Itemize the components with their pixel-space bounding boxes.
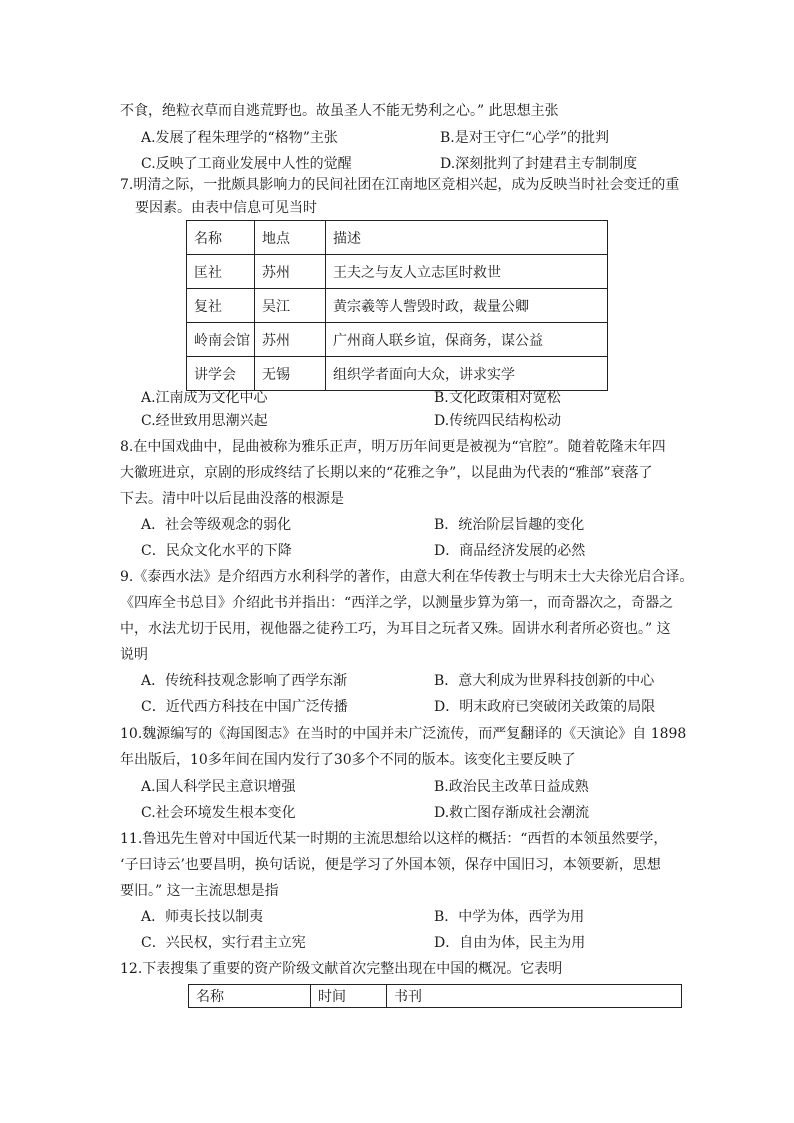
q7-stem-line1: 7.明清之际，一批颇具影响力的民间社团在江南地区竞相兴起，成为反映当时社会变迁的重 [120, 177, 680, 193]
q9-option-a: A．传统科技观念影响了西学东渐 [141, 673, 348, 689]
q8-stem-line2: 大徽班进京，京剧的形成终结了长期以来的“花雅之争”，以昆曲为代表的“雅部”衰落了 [120, 465, 653, 481]
q8-option-d: D．商品经济发展的必然 [434, 543, 586, 559]
q10-stem-line1: 10.魏源编写的《海国图志》在当时的中国并未广泛流传，而严复翻译的《天演论》自 1898 [120, 726, 687, 742]
table-cell: 黄宗羲等人訾毁时政，裁量公卿 [326, 289, 608, 323]
q6-option-b: B.是对王守仁“心学”的批判 [440, 130, 610, 146]
table-cell: 岭南会馆 [187, 323, 255, 357]
q6-option-d: D.深刻批判了封建君主专制制度 [440, 156, 638, 172]
q12-table [188, 984, 682, 1008]
q9-option-b: B．意大利成为世界科技创新的中心 [434, 673, 655, 689]
table-row [187, 357, 608, 391]
table-header-cell: 时间 [311, 985, 387, 1008]
table-cell: 无锡 [255, 357, 326, 391]
q9-stem-line3: 中，水法尤切于民用，视他器之徒矜工巧，为耳目之玩者又殊。固讲水利者所必资也。” 这 [120, 621, 671, 637]
q9-option-c: C．近代西方科技在中国广泛传播 [141, 699, 348, 715]
q6-stem-tail: 不食，绝粒衣草而自逃荒野也。故虽圣人不能无势利之心。” 此思想主张 [120, 103, 559, 119]
q6-option-a: A.发展了程朱理学的“格物”主张 [141, 130, 338, 146]
q8-stem-line3: 下去。清中叶以后昆曲没落的根源是 [120, 491, 344, 507]
table-cell: 广州商人联乡谊，保商务，谋公益 [326, 323, 608, 357]
q7-option-a: A.江南成为文化中心 [141, 390, 268, 406]
q7-option-c: C.经世致用思潮兴起 [141, 413, 268, 429]
table-header-cell: 书刊 [387, 985, 682, 1008]
q7-stem-line2: 要因素。由表中信息可见当时 [135, 200, 317, 216]
table-header-cell: 描述 [326, 221, 608, 255]
q11-stem-line3: 要旧。” 这一主流思想是指 [120, 883, 279, 899]
table-header-row [189, 985, 682, 1008]
q11-stem-line1: 11.鲁迅先生曾对中国近代某一时期的主流思想给以这样的概括：“西哲的本领虽然要学， [120, 831, 668, 847]
table-cell: 讲学会 [187, 357, 255, 391]
q12-stem-line1: 12.下表搜集了重要的资产阶级文献首次完整出现在中国的概况。它表明 [120, 961, 563, 977]
q11-option-d: D．自由为体，民主为用 [434, 935, 586, 951]
q8-option-b: B．统治阶层旨趣的变化 [434, 517, 585, 533]
table-header-row [187, 221, 608, 255]
q8-option-a: A．社会等级观念的弱化 [141, 517, 292, 533]
q10-option-d: D.救亡图存渐成社会潮流 [434, 805, 590, 821]
table-row [187, 289, 608, 323]
q9-stem-line2: 《四库全书总目》介绍此书并指出：“西洋之学，以测量步算为第一，而奇器次之，奇器之 [120, 595, 674, 611]
table-row [187, 323, 608, 357]
q7-table [186, 220, 608, 391]
table-cell: 苏州 [255, 323, 326, 357]
q10-option-c: C.社会环境发生根本变化 [141, 805, 296, 821]
table-header-cell: 名称 [187, 221, 255, 255]
q8-stem-line1: 8.在中国戏曲中，昆曲被称为雅乐正声，明万历年间更是被视为“官腔”。随着乾隆末年四 [120, 439, 666, 455]
q9-stem-line4: 说明 [120, 647, 148, 663]
q10-option-a: A.国人科学民主意识增强 [141, 779, 296, 795]
q7-option-b: B.文化政策相对宽松 [434, 390, 561, 406]
q6-option-c: C.反映了工商业发展中人性的觉醒 [141, 156, 352, 172]
table-cell: 苏州 [255, 255, 326, 289]
q8-option-c: C．民众文化水平的下降 [141, 543, 292, 559]
table-cell: 匡社 [187, 255, 255, 289]
q10-option-b: B.政治民主改革日益成熟 [434, 779, 589, 795]
table-cell: 复社 [187, 289, 255, 323]
table-cell: 组织学者面向大众，讲求实学 [326, 357, 608, 391]
table-header-cell: 地点 [255, 221, 326, 255]
q9-option-d: D．明末政府已突破闭关政策的局限 [434, 699, 656, 715]
q11-option-c: C．兴民权，实行君主立宪 [141, 935, 306, 951]
table-row [187, 255, 608, 289]
q10-stem-line2: 年出版后，10多年间在国内发行了30多个不同的版本。该变化主要反映了 [120, 752, 576, 768]
table-cell: 吴江 [255, 289, 326, 323]
q11-option-a: A．师夷长技以制夷 [141, 909, 264, 925]
table-cell: 王夫之与友人立志匡时救世 [326, 255, 608, 289]
q11-option-b: B．中学为体，西学为用 [434, 909, 585, 925]
q9-stem-line1: 9.《泰西水法》是介绍西方水利科学的著作，由意大利在华传教士与明末士大夫徐光启合译。 [120, 569, 694, 585]
q7-option-d: D.传统四民结构松动 [434, 413, 562, 429]
q11-stem-line2: ‘子曰诗云’也要昌明，换句话说，便是学习了外国本领，保存中国旧习，本领要新，思想 [120, 857, 661, 873]
table-header-cell: 名称 [189, 985, 311, 1008]
